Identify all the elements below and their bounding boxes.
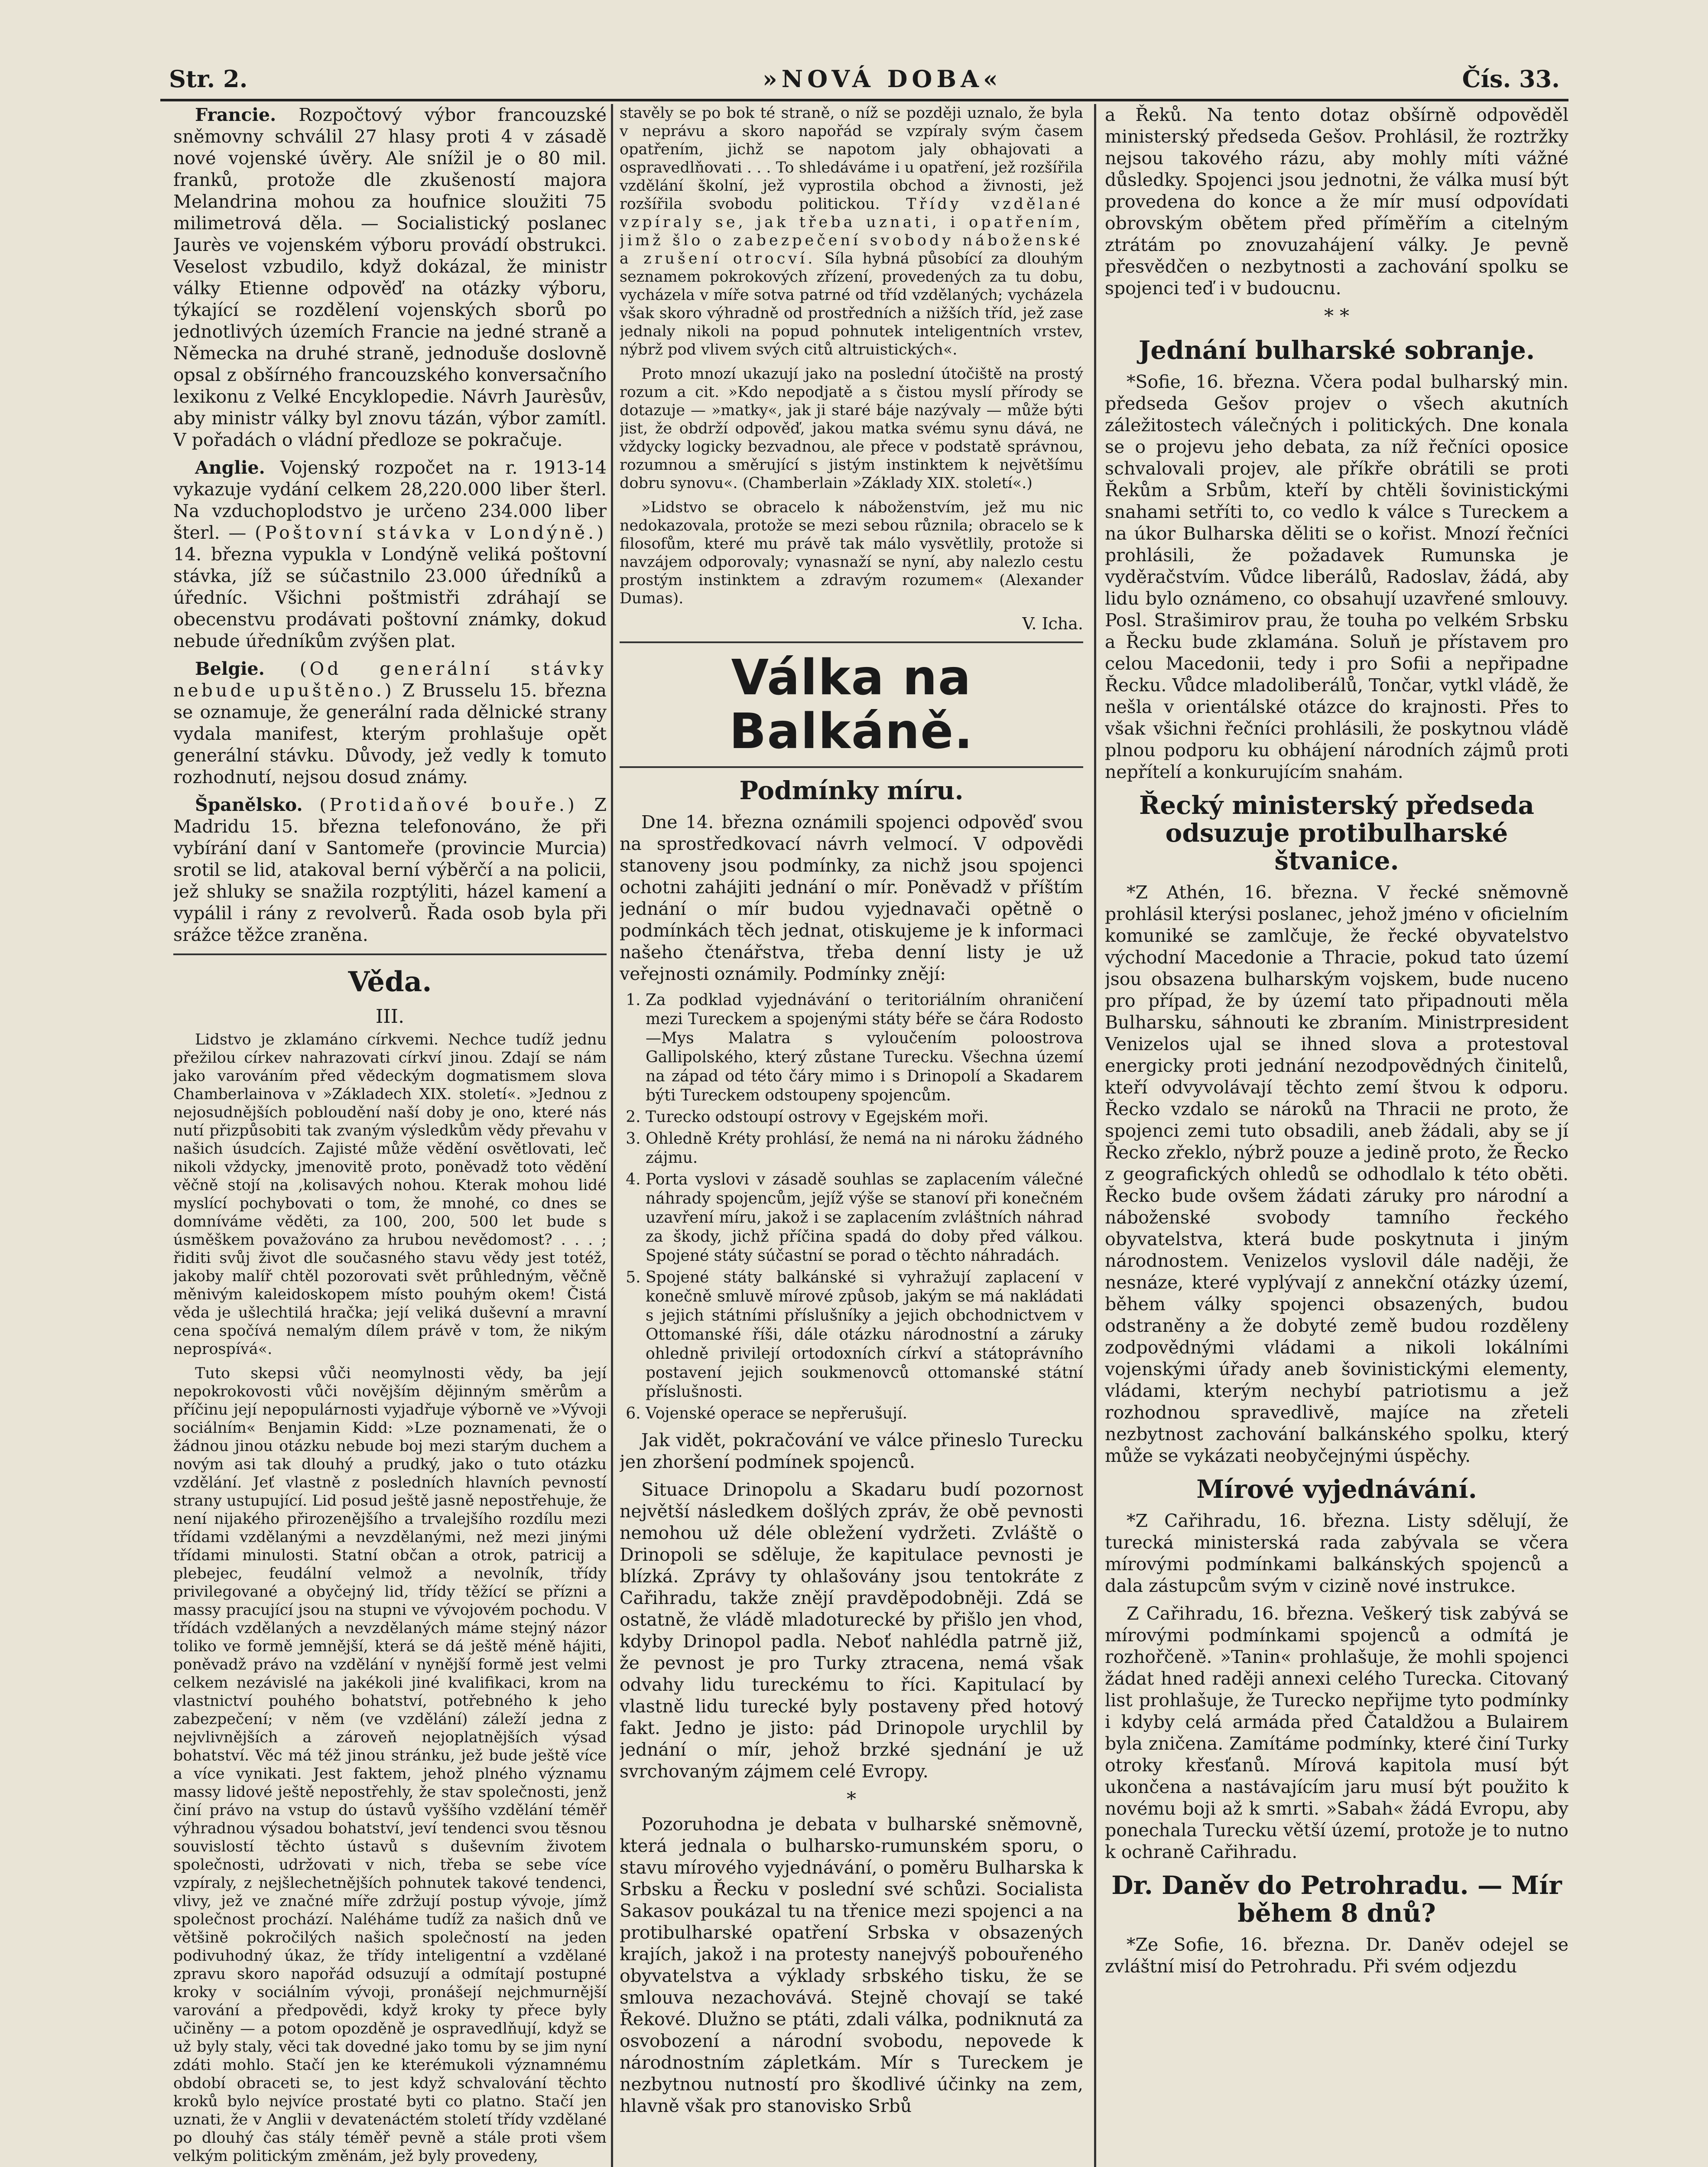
veda-paragraph-2: Tuto skepsi vůči neomylnosti vědy, ba její nepokrokovosti vůči novějším dějinným směrům a příčinu její nepopulárnosti vyjadřuje výborně ve »Vývoji sociálním« Benjamin Kidd: »Lze poznamenati, že o žádnou jinou otázku nebude boj mezi starým duchem a novým asi tak dlouhý a prudký, jako o tuto otázku vzdělání. Jeť vlastně z posledních hlavních pevností strany ustupující. Lid posud ještě jasně nepostřehuje, že není nijakého přirozenějšího a trvalejšího rozdílu mezi třídami vzdělanými a nevzdělanými, než mezi jinými třídami minulosti. Statní občan a otrok, patricij a plebejec, feudální velmož a nevolník, třídy privilegované a obyčejný lid, třídy těžící se přízni a massy pracující jsou na stupni ve vývojovém pochodu. V třídách vzdělaných a nevzdělaných máme stejný názor toliko ve formě jemnější, která se dá ještě méně hájiti, poněvadž právo na vzdělání v nynější formě jest velmi celkem nezávislé na jakékoli jiné kvalifikaci, krom na vlastnictví pouhého bohatství, potřebného k jeho zabezpečení; v něm (ve vzdělání) záleží jedna z nejvlivnějších a zároveň nejoplatnějších výsad bohatství. Věc má též jinou stránku, jež bude ještě více a více vynikati. Jest faktem, jehož plného významu massy lidové ještě nepostřehly, že stav společnosti, jenž činí právo na vstup do ústavů vyššího vzdělání téměř výhradnou výsadou bohatství, jeví tendenci svou těsnou souvislostí těchto ústavů s duševním životem společnosti, udržovati v nich, třeba se sebe více vzpíraly, z nejšlechetnějších pohnutek takové tendenci, vlivy, jež ve značné míře zdržují postup vývoje, jímž společnost prochází. Naléháme tudíž za našich dnů ve většině pokročilých našich společností na jeden podivuhodný úkaz, že třídy inteligentní a vzdělané zpravu skoro napořád odsuzují a odmítají postupné kroky v sociálním vývoji, pronášejí nejchmurnější varování a předpovědi, když kroky ty přece byly učiněny — a potom opozděně je ospravedlňují, když se už byly staly, věci tak dovedné jako tomu by se jim nyní zdáti mohlo. Stačí jen ke kterémukoli významnému období obraceti se, to jest když schvalování těchto kroků bylo nejvíce prostaté byti co platno. Stačí jen uznati, že v Anglii v devatenáctém století třídy vzdělané po dlouhý čas stály téměř pevně a stále proti všem velkým politickým změnám, jež byly provedeny, xyxy=(173,1365,607,2165)
conditions-list xyxy=(620,991,1083,1423)
heading-jednani-sobranje: Jednání bulharské sobranje. xyxy=(1138,335,1535,365)
column-1 xyxy=(173,104,607,2167)
heading-podminky-miru: Podmínky míru. xyxy=(739,776,964,805)
balkan-paragraph-1: Jak vidět, pokračování ve válce přineslo Turecku jen zhoršení podmínek spojenců. xyxy=(620,1430,1083,1472)
balkan-paragraph-3: Pozoruhodna je debata v bulharské sněmovně, která jednala o bulharsko-rumunském sporu, o stavu mírového vyjednávání, o poměru Bulharska k Srbsku a Řecku v poslední své schůzi. Socialista Sakasov poukázal tu na třenice mezi spojenci a na protibulharské opatření Srbska v obsazených krajích, jakož i na protesty nanejvýš pobouřeného obyvatelstva a výklady srbského tisku, že se smlouva nezachovává. Stejně chovají se také Řekové. Dlužno se ptáti, zdali válka, podniknutá za osvobození a národní svobodu, nepovede k národnostním zápletkám. Mír s Tureckem je nezbytnou nutností pro škodlivé účinky na zem, hlavně však pro stanovisko Srbů xyxy=(620,1814,1083,2116)
column-divider-2 xyxy=(1094,104,1096,2167)
asterisk-separator-2: * * xyxy=(1324,305,1349,327)
col3-continuation: a Řeků. Na tento dotaz obšírně odpověděl ministerský předseda Gešov. Prohlásil, že roztržky nejsou takového rázu, aby mohly míti vážné důsledky. Spojenci jsou jednotni, že válka musí být provedena do konce a že mír musí odpovídati obrovským obětem před příměřím a citelným ztrátám po znovuzahájení války. Je pevně přesvědčen o nezbytnosti a zachování spolku se spojenci teď i v budoucnu. xyxy=(1105,104,1568,299)
carihrad-paragraph-1: *Z Cařihradu, 16. března. Listy sdělují, že turecká ministerská rada zabývala se včera mírovými podmínkami balkánských spojenců a dala zástupcům svým v cizině nové instrukce. xyxy=(1105,1510,1568,1596)
list-item: 1. Za podklad vyjednávání o teritoriálním ohraničení mezi Tureckem a spojenými státy béře se čára Rodosto—Mys Malatra s vyloučením poloostrova Gallipolského, který zůstane Turecku. Všechna území na západ od této čáry mimo i s Drinopolí a Skadarem býti Tureckem odstoupeny spojencům. xyxy=(646,991,1083,1105)
list-item: 2. Turecko odstoupí ostrovy v Egejském moři. xyxy=(646,1108,1083,1127)
article-spanelsko: Španělsko. (Protidaňové bouře.) Z Madridu 15. března telefonováno, že při vybírání daní v Santomeře (provincie Murcia) srotil se lid, atakoval berní výběrčí a na policii, jež shluky se snažila rozptýliti, házel kamení a vypálil i rány z revolverů. Řada osob byla při srážce těžce zraněna. xyxy=(173,794,607,945)
section-rule-3 xyxy=(620,766,1083,768)
header-rule xyxy=(160,99,1568,101)
author-signature: V. Icha. xyxy=(1022,614,1083,633)
heading-mirove-vyjednavani: Mírové vyjednávání. xyxy=(1196,1474,1477,1504)
article-francie: Francie. Rozpočtový výbor francouzské sněmovny schválil 27 hlasy proti 4 v zásadě nové vojenské úvěry. Ale snížil je o 80 mil. franků, protože dle zkušeností majora Melandrina mohou za houfnice sloužiti 75 milimetrová děla. — Socialistický poslanec Jaurès ve vojenském výboru provádí obstrukci. Veselost vzbudilo, když dokázal, že ministr války Etienne odpověď na otázky výboru, týkající se rozdělení vojenských sborů po jednotlivých územích Francie na jedné straně a Německa na druhé straně, jednoduše doslovně opsal z obšírného francouzského konversačního lexikonu z Velké Encyklopedie. Návrh Jaurèsův, aby ministr války byl znovu tázán, výbor zamítl. V pořadách o vládní předloze se pokračuje. xyxy=(173,104,607,450)
balkan-paragraph-2: Situace Drinopolu a Skadaru budí pozornost největší následkem došlých zpráv, že obě pevnosti nemohou už déle obležení vydržeti. Zvláště o Drinopoli se sděluje, že kapitulace pevnosti je blízká. Zprávy ty ohlašovány jsou tentokráte z Cařihradu, takže znějí pravděpodobněji. Zdá se ostatně, že vládě mladoturecké by přišlo jen vhod, kdyby Drinopol padla. Neboť nahlédla patrně již, že pevnost je pro Turky ztracena, nemá však odvahy lidu tureckému to říci. Kapitulací by vlastně lidu turecké byly postaveny před hotový fakt. Jedno je jisto: pád Drinopole urychlil by jednání o mír, jehož brzké sjednání je už svrchovaným zájmem celé Evropy. xyxy=(620,1479,1083,1782)
heading-veda: Věda. xyxy=(348,966,432,998)
asterisk-separator: * xyxy=(847,1788,856,1810)
column-3 xyxy=(1105,104,1568,2167)
athens-paragraph: *Z Athén, 16. března. V řecké sněmovně prohlásil kterýsi poslanec, jehož jméno v oficielním komuniké se zamlčuje, že řecké obyvatelstvo východní Macedonie a Thracie, pokud tato území jsou obsazena bulharským vojskem, bude nuceno pro případ, že by území tato připadnouti měla Bulharsku, sáhnouti ke zbraním. Ministrpresident Venizelos ujal se ihned slova a protestoval energicky proti jednání nezodpovědných činitelů, kteří odvyvolávají těchto zemí štvou k odporu. Řecko vzdalo se nároků na Thracii ne proto, že spojenci zemi tuto obsadili, aneb žádali, aby se jí Řecko zřeklo, nýbrž pouze a jedině proto, že Řecko z geografických ohledů se odhodlalo k této oběti. Řecko bude ovšem žádati záruky pro národní a náboženské svobody tamního řeckého obyvatelstva, která bude poskytnuta i jiným národnostem. Venizelos vyslovil dále naději, že nesnáze, které vyplývají z annekční otázky území, během války spojenci obsazených, budou odstraněny a že dobyté země budou rozděleny zodpovědnými vládami a nikoli lokálními vojenskými úřady aneb šovinistickými elementy, vládami, kterým nechybí patriotismu a jež rozhodnou spravedlivě, majíce na zřeteli nezbytnost zachování balkánského spolku, který může se vykázati neobyčejnými úspěchy. xyxy=(1105,882,1568,1466)
section-rule-2 xyxy=(620,641,1083,643)
veda-paragraph-1: Lidstvo je zklamáno církvemi. Nechce tudíž jednu přežilou církev nahrazovati církví jinou. Zdají se nám jako varováním před vědeckým dogmatismem slova Chamberlainova v »Základech XIX. století«. »Jednou z nejosudnějších pobloudění naší doby je ono, které nás nutí přizpůsobiti tak zvaným výsledkům vědy převahu v našich úsudcích. Zajisté může vědění osvětlovati, leč nikoli vždycky, jmenovitě proto, poněvadž toto vědění věčně stojí na ,kolisavých nohou. Kterak mohou lidé myslící pochybovati o tom, že mnohé, co dnes se domníváme věděti, za 100, 200, 500 let bude s úsměškem považováno za hrubou nevědomost? . . . ; řiditi svůj život dle současného stavu vědy jest totéž, jakoby malíř chtěl pozorovati svět průhledným, věčně měnivým kaleidoskopem místo pouhým okem! Čistá věda je ušlechtilá hračka; její veliká duševní a mravní cena spočívá nemalým dílem právě v tom, že nikým neprospívá«. xyxy=(173,1031,607,1358)
sobranje-paragraph: *Sofie, 16. března. Včera podal bulharský min. předseda Gešov projev o všech akutních záležitostech válečných i politických. Dne konala se o projevu jeho debata, za níž řečníci oposice schvalovali projev, ale příkře obrátili se proti Řekům a Srbům, kteří by chtěli šovinistickými snahami setříti to, co vedlo k válce s Tureckem a na úkor Bulharska děliti se o kořist. Mnozí řečníci prohlásili, že požadavek Rumunska je vyděračstvím. Vůdce liberálů, Radoslav, žádá, aby lidu bylo oznámeno, co obsahují uzavřené smlouvy. Posl. Strašimirov prau, že touha po velkém Srbsku a Řecku bude zklamána. Soluň je přístavem pro celou Macedonii, tedy i pro Sofii a nepřipadne Řecku. Vůdce mladoliberálů, Tončar, vytkl vládě, že nešla v orientálské otázce do krajnosti. Přes to však všichni řečníci prohlásili, že poskytnou vládě plnou podporu ku obhájení národních zájmů proti nepřítelí a konkurujícím snahám. xyxy=(1105,371,1568,782)
podminky-intro: Dne 14. března oznámili spojenci odpověď svou na sprostředkovací návrh velmocí. V odpovědi stanoveny jsou podmínky, za nichž jsou spojenci ochotni zahájiti jednání o mír. Poněvadž v příštím jednání o mír budou vyjednavači opětně o podmínkách těch jednat, otiskujeme je k informaci našeho čtenářstva, třeba denní listy je už veřejnosti oznámily. Podmínky znějí: xyxy=(620,812,1083,984)
list-item: 5. Spojené státy balkánské si vyhražují zaplacení v konečně smluvě mírové způsob, jakým se má nakládati s jejich státními příslušníky a jejich obchodnictvem v Ottomanské říši, dále otázku národnostní a záruky ohledně privilejí ortodoxních církví a státoprávního postavení jejich soukmenovců ottomanské státní příslušnosti. xyxy=(646,1268,1083,1402)
section-rule xyxy=(173,953,607,955)
article-belgie: Belgie. (Od generální stávky nebude upuštěno.) Z Brusselu 15. března se oznamuje, že generální rada dělnické strany vydala manifest, kterým prohlašuje opět generální stávku. Důvody, jež vedly k tomuto rozhodnutí, nejsou dosud známy. xyxy=(173,658,607,787)
heading-valka-na-balkane: Válka na Balkáně. xyxy=(729,650,974,760)
veda-paragraph-4: »Lidstvo se obracelo k náboženstvím, jež mu nic nedokazovala, protože se mezi sebou různila; obracelo se k filosofům, které mu právě tak málo vysvětlily, protože si navzájem odporovaly; vynasnaží se nyní, aby nalezlo cestu prostým instinktem a zdravým rozumem« (Alexander Dumas). xyxy=(620,499,1083,607)
page-header xyxy=(160,65,1568,100)
list-item: 4. Porta vyslovi v zásadě souhlas se zaplacením válečné náhrady spojencům, jejíž výše se stanoví při konečném uzavření míru, jakož i se zaplacením zvláštních náhrad za škody, jichž příčina spadá do doby před válkou. Spojené státy súčastní se porad o těchto náhradách. xyxy=(646,1170,1083,1266)
veda-paragraph-3: Proto mnozí ukazují jako na poslední útočiště na prostý rozum a cit. »Kdo nepodjatě a s čistou myslí přírody se dotazuje — »matky«, jak ji staré báje nazývaly — může býti jist, že obdrží odpověď, jakou matka svému synu dává, ne vždycky logicky bezvadnou, ale přece v podstatě správnou, rozumnou a směrující s jistým instinktem k největšímu dobru synovu«. (Chamberlain »Základy XIX. století«.) xyxy=(620,365,1083,492)
list-item: 3. Ohledně Kréty prohlásí, že nemá na ni nároku žádného zájmu. xyxy=(646,1129,1083,1168)
veda-continuation: stavěly se po bok té straně, o níž se později uznalo, že byla v neprávu a skoro napořád se vzpíraly svým časem opatřením, jichž se napotom jaly obhajovati a ospravedlňovati . . . To shledáváme i u opatření, jež rozšířila vzdělání školní, jež vyprostila obchod a živnosti, jež rozšířila svobodu politickou. Třídy vzdělané vzpíraly se, jak třeba uznati, i opatřením, jimž šlo o zabezpečení svobody náboženské a zrušení otrocví. Síla hybná působící za dlouhým seznamem pokrokových zřízení, provedených za tu dobu, vycházela v míře sotva patrné od tříd vzdělaných; vycházela však skoro výhradně od prostředních a nižších tříd, jež zase jednaly nikoli na popud pohnutek inteligentních vrstev, nýbrž pod vlivem svých citů altruistických«. xyxy=(620,104,1083,358)
newspaper-title: »NOVÁ DOBA« xyxy=(763,65,1002,93)
article-anglie: Anglie. Vojenský rozpočet na r. 1913-14 vykazuje vydání celkem 28,220.000 liber šterl. Na vzduchoplodstvo je určeno 234.000 liber šterl. — (Poštovní stávka v Londýně.) 14. března vypukla v Londýně veliká poštovní stávka, jíž se súčastnilo 23.000 úředníků a úředníc. Všichni poštmistři zdráhají se obecenstvu prodávati poštovní známky, dokud nebude úředníkům zvýšen plat. xyxy=(173,457,607,651)
carihrad-paragraph-2: Z Cařihradu, 16. března. Veškerý tisk zabývá se mírovými podmínkami spojenců a odmítá je rozhořčeně. »Tanin« prohlašuje, že mohli spojenci žádat hned raději annexi celého Turecka. Citovaný list prohlašuje, že Turecko nepřijme tyto podmínky i kdyby celá armáda před Čataldžou a Bulairem byla zničena. Zamítáme podmínky, které činí Turky otroky křesťanů. Mírová kapitola musí být ukončena a nastávajícím jaru musí být použito k novému boji až k smrti. »Sabah« žádá Evropu, aby ponechala Turecku větší území, protože je to nutno k ochraně Cařihradu. xyxy=(1105,1603,1568,1862)
list-item: 6. Vojenské operace se nepřerušují. xyxy=(646,1404,1083,1423)
page-number: Str. 2. xyxy=(169,65,248,93)
heading-recky-predseda: Řecký ministerský předseda odsuzuje protibulharské štvanice. xyxy=(1139,791,1534,875)
sofie-paragraph: *Ze Sofie, 16. března. Dr. Daněv odejel se zvláštní misí do Petrohradu. Při svém odjezdu xyxy=(1105,1934,1568,1977)
column-divider-1 xyxy=(611,104,613,2167)
column-2 xyxy=(620,104,1083,2167)
veda-part-number: III. xyxy=(375,1005,405,1028)
heading-danev-petrohrad: Dr. Daněv do Petrohradu. — Mír během 8 dnů? xyxy=(1111,1871,1562,1928)
issue-number: Čís. 33. xyxy=(1462,65,1560,93)
